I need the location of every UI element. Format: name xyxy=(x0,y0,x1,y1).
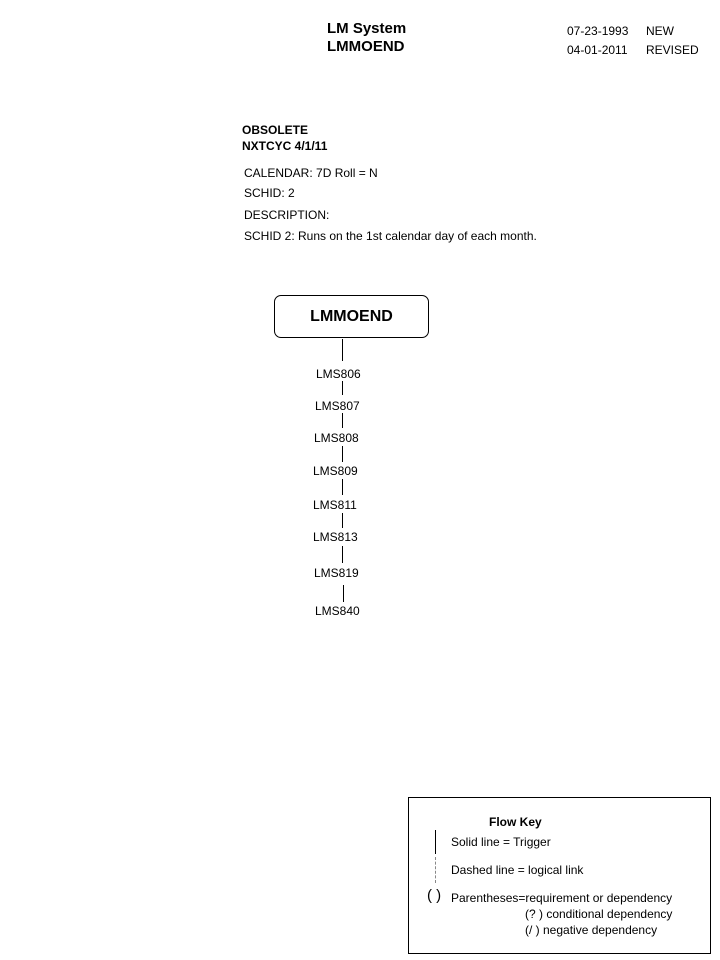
dashed-line-legend: Dashed line = logical link xyxy=(451,863,584,877)
job-node: LMS807 xyxy=(315,399,360,413)
dashed-line-sample xyxy=(435,857,436,883)
description-label: DESCRIPTION: xyxy=(244,208,330,222)
job-node: LMS808 xyxy=(314,431,359,445)
job-node: LMS809 xyxy=(313,464,358,478)
trigger-line xyxy=(342,446,343,462)
history-date-revised: 04-01-2011 xyxy=(567,43,628,57)
trigger-line xyxy=(342,381,343,395)
history-status-revised: REVISED xyxy=(646,43,699,57)
nxtcyc-note: NXTCYC 4/1/11 xyxy=(242,139,328,153)
obsolete-note: OBSOLETE xyxy=(242,123,309,137)
trigger-line xyxy=(342,339,343,361)
parentheses-legend: Parentheses=requirement or dependency xyxy=(451,891,673,905)
job-node: LMS819 xyxy=(314,566,359,580)
parentheses-symbol: ( ) xyxy=(427,887,442,904)
job-node: LMS806 xyxy=(316,367,361,381)
trigger-line xyxy=(342,513,343,528)
history-status-new: NEW xyxy=(646,24,674,38)
solid-line-legend: Solid line = Trigger xyxy=(451,835,551,849)
calendar-line: CALENDAR: 7D Roll = N xyxy=(244,166,378,180)
job-node: LMS811 xyxy=(313,498,357,512)
trigger-line xyxy=(342,413,343,428)
history-date-new: 07-23-1993 xyxy=(567,24,629,38)
trigger-line xyxy=(343,585,344,602)
negative-legend: (/ ) negative dependency xyxy=(525,923,658,937)
job-node: LMS840 xyxy=(315,604,360,618)
job-title: LMMOEND xyxy=(327,38,405,55)
schid-line: SCHID: 2 xyxy=(244,186,295,200)
solid-line-sample xyxy=(435,830,436,854)
root-job-box xyxy=(274,295,429,338)
trigger-line xyxy=(342,479,343,495)
system-title: LM System xyxy=(327,20,407,37)
trigger-line xyxy=(342,546,343,563)
flow-key-title: Flow Key xyxy=(489,815,542,829)
job-node: LMS813 xyxy=(313,530,358,544)
root-job-label: LMMOEND xyxy=(310,307,393,325)
conditional-legend: (? ) conditional dependency xyxy=(525,907,673,921)
description-text: SCHID 2: Runs on the 1st calendar day of each month. xyxy=(244,229,537,243)
flow-key-box xyxy=(408,797,711,954)
